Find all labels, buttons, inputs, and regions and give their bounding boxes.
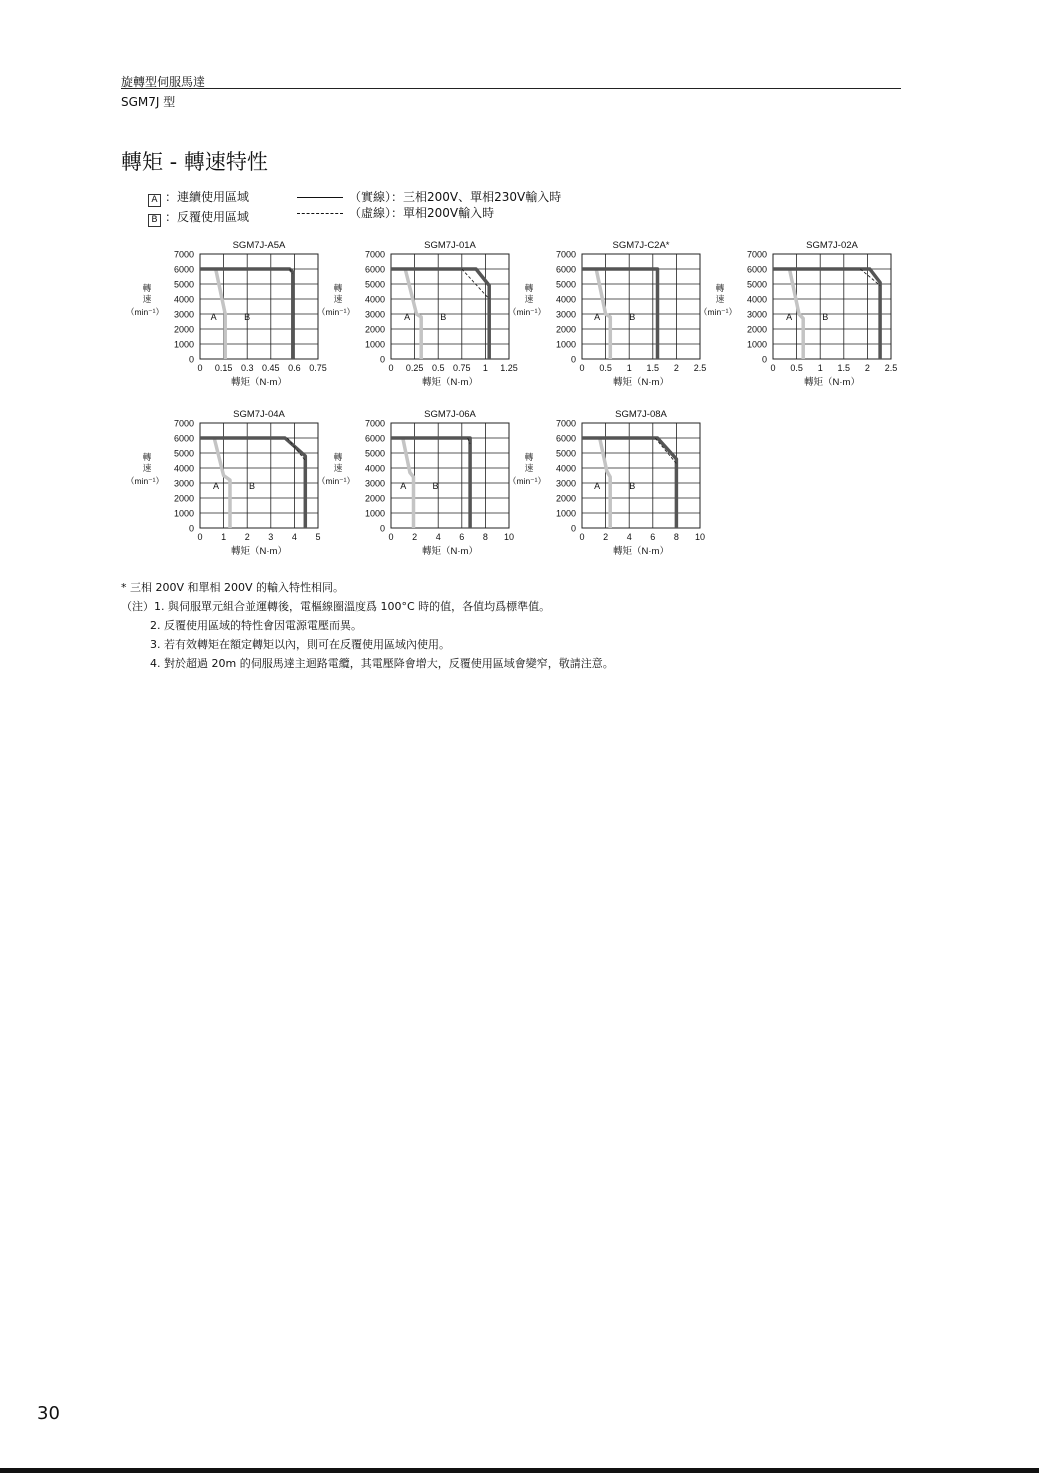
region-b-label: B	[629, 481, 636, 491]
y-tick-label: 6000	[555, 264, 576, 275]
y-tick-label: 3000	[555, 478, 576, 489]
x-tick-label: 0.75	[453, 363, 471, 373]
legend-solid-line	[297, 188, 561, 205]
y-tick-label: 3000	[364, 309, 385, 320]
y-tick-label: 2000	[364, 493, 385, 504]
chart-title: SGM7J-02A	[806, 240, 858, 251]
chart-sgm7j-08a	[502, 403, 717, 565]
note-asterisk: * 三相 200V 和單相 200V 的輸入特性相同。	[121, 581, 345, 594]
y-axis-label-char-1: 轉	[142, 283, 152, 293]
x-tick-label: 5	[315, 532, 321, 542]
x-tick-label: 2.5	[693, 363, 707, 373]
legend-a-text: ：連續使用區域	[165, 190, 250, 204]
x-axis-label: 轉矩（N·m）	[231, 377, 287, 388]
chart-title: SGM7J-A5A	[232, 240, 286, 251]
x-tick-label: 0	[579, 532, 585, 542]
x-tick-label: 4	[291, 532, 297, 542]
y-tick-label: 5000	[555, 448, 576, 459]
x-tick-label: 0.3	[240, 363, 254, 373]
x-tick-label: 0.15	[214, 363, 233, 373]
x-tick-label: 0	[388, 532, 394, 542]
region-a-label: A	[594, 312, 601, 322]
x-tick-label: 10	[694, 532, 706, 542]
y-tick-label: 4000	[364, 463, 385, 474]
chart-sgm7j-06a	[311, 403, 526, 565]
y-axis-label-char-2: 速	[333, 294, 343, 304]
x-tick-label: 6	[459, 532, 465, 542]
legend-b-text: ：反覆使用區域	[165, 210, 250, 224]
y-tick-label: 1000	[173, 339, 194, 350]
x-tick-label: 2	[603, 532, 609, 542]
x-tick-label: 10	[503, 532, 515, 542]
x-tick-label: 0	[388, 363, 394, 373]
y-axis-label-char-1: 轉	[524, 283, 534, 293]
legend-b-mark: B	[148, 214, 161, 227]
region-b-label: B	[822, 312, 829, 322]
y-axis-unit: （min⁻¹）	[507, 476, 547, 486]
x-axis-label: 轉矩（N·m）	[613, 546, 669, 557]
y-tick-label: 6000	[364, 433, 385, 444]
y-axis-unit: （min⁻¹）	[316, 476, 356, 486]
y-tick-label: 0	[379, 523, 385, 534]
y-tick-label: 5000	[746, 279, 767, 290]
y-axis-unit: （min⁻¹）	[507, 307, 547, 317]
x-tick-label: 1	[221, 532, 227, 542]
x-tick-label: 8	[673, 532, 679, 542]
region-a-label: A	[212, 481, 219, 491]
x-tick-label: 4	[626, 532, 632, 542]
region-b-label: B	[440, 312, 447, 322]
y-tick-label: 0	[188, 523, 194, 534]
note-1: （注）1. 與伺服單元組合並運轉後，電樞線圈溫度爲 100°C 時的值，各值均爲標準值。	[121, 600, 551, 613]
y-tick-label: 5000	[555, 279, 576, 290]
y-tick-label: 1000	[746, 339, 767, 350]
y-axis-unit: （min⁻¹）	[125, 307, 165, 317]
region-a-label: A	[786, 312, 793, 322]
y-axis-label-char-2: 速	[333, 463, 343, 473]
y-tick-label: 4000	[555, 463, 576, 474]
y-tick-label: 2000	[364, 324, 385, 335]
y-axis-unit: （min⁻¹）	[125, 476, 165, 486]
region-b-label: B	[432, 481, 439, 491]
notes	[121, 578, 614, 673]
x-axis-label: 轉矩（N·m）	[804, 377, 860, 388]
chart-title: SGM7J-C2A*	[612, 240, 670, 251]
region-b-label: B	[248, 481, 255, 491]
legend-solid-text: （實線）：三相200V、單相230V輸入時	[349, 190, 562, 204]
region-a-label: A	[404, 312, 411, 322]
y-tick-label: 6000	[173, 433, 194, 444]
region-a-label: A	[210, 312, 217, 322]
y-axis-label-char-1: 轉	[524, 452, 534, 462]
y-tick-label: 1000	[364, 508, 385, 519]
x-tick-label: 2	[864, 363, 870, 373]
y-tick-label: 1000	[555, 508, 576, 519]
y-axis-label-char-2: 速	[524, 294, 534, 304]
y-tick-label: 2000	[555, 324, 576, 335]
x-tick-label: 0.25	[405, 363, 424, 373]
y-axis-label-char-1: 轉	[333, 452, 343, 462]
y-tick-label: 3000	[364, 478, 385, 489]
x-tick-label: 3	[268, 532, 274, 542]
x-tick-label: 8	[482, 532, 488, 542]
x-tick-label: 2.5	[884, 363, 898, 373]
x-tick-label: 1	[482, 363, 488, 373]
x-axis-label: 轉矩（N·m）	[422, 377, 478, 388]
y-axis-label-char-2: 速	[715, 294, 725, 304]
y-tick-label: 2000	[173, 493, 194, 504]
y-tick-label: 7000	[555, 249, 576, 260]
y-tick-label: 6000	[173, 264, 194, 275]
y-axis-label-char-2: 速	[524, 463, 534, 473]
x-tick-label: 1.5	[837, 363, 851, 373]
y-tick-label: 7000	[173, 249, 194, 260]
y-tick-label: 1000	[364, 339, 385, 350]
x-tick-label: 1.25	[500, 363, 518, 373]
x-tick-label: 0.5	[431, 363, 445, 373]
y-tick-label: 1000	[555, 339, 576, 350]
x-tick-label: 2	[412, 532, 418, 542]
y-tick-label: 3000	[173, 478, 194, 489]
series-region-b-dashed-line	[655, 438, 676, 464]
y-tick-label: 4000	[173, 294, 194, 305]
x-tick-label: 4	[435, 532, 441, 542]
note-3: 3. 若有效轉矩在額定轉矩以內，則可在反覆使用區域內使用。	[150, 638, 450, 651]
y-tick-label: 4000	[555, 294, 576, 305]
legend-dashed-text: （虛線）：單相200V輸入時	[349, 206, 495, 220]
legend-region-a	[148, 188, 249, 207]
y-tick-label: 0	[570, 354, 576, 365]
y-axis-label-char-2: 速	[142, 463, 152, 473]
y-tick-label: 0	[761, 354, 767, 365]
region-a-label: A	[594, 481, 601, 491]
y-tick-label: 5000	[364, 448, 385, 459]
x-axis-label: 轉矩（N·m）	[231, 546, 287, 557]
y-tick-label: 7000	[746, 249, 767, 260]
x-tick-label: 0.5	[599, 363, 612, 373]
x-tick-label: 0	[770, 363, 776, 373]
y-tick-label: 6000	[746, 264, 767, 275]
x-tick-label: 0.5	[790, 363, 803, 373]
chart-title: SGM7J-04A	[233, 409, 285, 420]
x-tick-label: 1	[626, 363, 632, 373]
y-tick-label: 7000	[364, 249, 385, 260]
x-tick-label: 0	[197, 363, 203, 373]
y-tick-label: 7000	[555, 418, 576, 429]
y-tick-label: 3000	[746, 309, 767, 320]
chart-sgm7j-02a	[693, 234, 908, 396]
y-tick-label: 0	[188, 354, 194, 365]
y-axis-label-char-1: 轉	[142, 452, 152, 462]
x-tick-label: 1	[817, 363, 823, 373]
y-tick-label: 4000	[746, 294, 767, 305]
chart-title: SGM7J-06A	[424, 409, 476, 420]
x-tick-label: 1.5	[646, 363, 660, 373]
y-tick-label: 5000	[173, 448, 194, 459]
solid-line-sample	[297, 197, 343, 198]
x-axis-label: 轉矩（N·m）	[613, 377, 669, 388]
y-axis-label-char-2: 速	[142, 294, 152, 304]
x-tick-label: 0	[579, 363, 585, 373]
y-axis-unit: （min⁻¹）	[698, 307, 738, 317]
legend-region-b	[148, 208, 249, 227]
y-tick-label: 0	[570, 523, 576, 534]
x-tick-label: 0	[197, 532, 203, 542]
header-rule	[121, 88, 901, 89]
y-tick-label: 7000	[364, 418, 385, 429]
chart-sgm7j-c2a	[502, 234, 717, 396]
y-tick-label: 5000	[364, 279, 385, 290]
chart-title: SGM7J-01A	[424, 240, 476, 251]
chart-sgm7j-01a	[311, 234, 526, 396]
x-tick-label: 0.75	[309, 363, 327, 373]
region-b-label: B	[629, 312, 636, 322]
note-2: 2. 反覆使用區域的特性會因電源電壓而異。	[150, 619, 362, 632]
y-tick-label: 2000	[746, 324, 767, 335]
x-tick-label: 0.6	[288, 363, 301, 373]
y-tick-label: 0	[379, 354, 385, 365]
y-tick-label: 4000	[173, 463, 194, 474]
chart-sgm7j-a5a	[120, 234, 335, 396]
chart-title: SGM7J-08A	[615, 409, 667, 420]
region-b-label: B	[244, 312, 251, 322]
note-4: 4. 對於超過 20m 的伺服馬達主迴路電纜，其電壓降會增大，反覆使用區域會變窄，敬請注意。	[150, 657, 614, 670]
x-tick-label: 6	[650, 532, 656, 542]
y-tick-label: 5000	[173, 279, 194, 290]
y-tick-label: 6000	[555, 433, 576, 444]
section-title: 轉矩 - 轉速特性	[121, 150, 268, 174]
page-number: 30	[37, 1403, 60, 1424]
x-tick-label: 0.45	[262, 363, 280, 373]
y-axis-label-char-1: 轉	[715, 283, 725, 293]
dashed-line-sample	[297, 213, 343, 214]
y-tick-label: 3000	[555, 309, 576, 320]
x-tick-label: 2	[673, 363, 679, 373]
x-axis-label: 轉矩（N·m）	[422, 546, 478, 557]
x-tick-label: 2	[244, 532, 250, 542]
y-axis-unit: （min⁻¹）	[316, 307, 356, 317]
header-category: 旋轉型伺服馬達	[121, 75, 206, 89]
legend-dashed-line	[297, 204, 494, 221]
legend-a-mark: A	[148, 194, 161, 207]
bottom-rule	[0, 1468, 1039, 1473]
y-tick-label: 2000	[555, 493, 576, 504]
y-tick-label: 2000	[173, 324, 194, 335]
y-axis-label-char-1: 轉	[333, 283, 343, 293]
header-series: SGM7J 型	[121, 95, 176, 109]
y-tick-label: 4000	[364, 294, 385, 305]
y-tick-label: 7000	[173, 418, 194, 429]
region-a-label: A	[400, 481, 407, 491]
y-tick-label: 1000	[173, 508, 194, 519]
chart-sgm7j-04a	[120, 403, 335, 565]
y-tick-label: 3000	[173, 309, 194, 320]
y-tick-label: 6000	[364, 264, 385, 275]
